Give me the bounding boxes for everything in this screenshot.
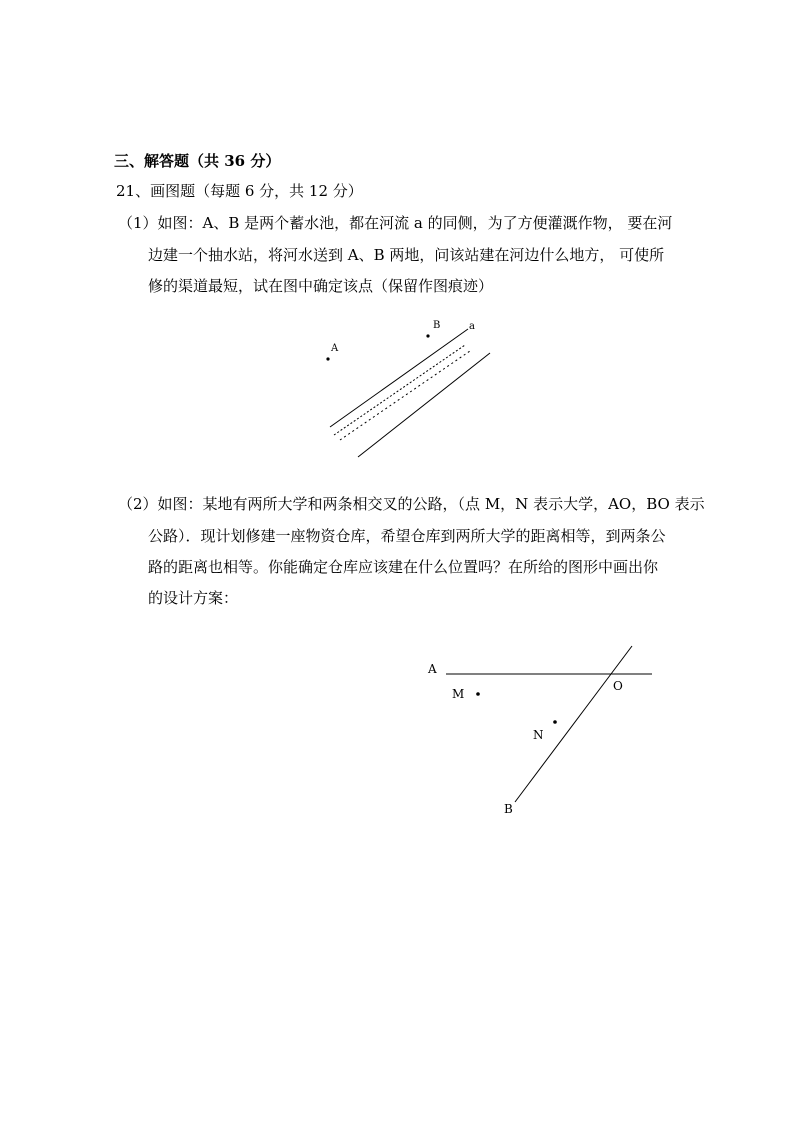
- river-figure: [320, 315, 500, 460]
- label-a: A: [428, 662, 437, 676]
- part2-line-4: 的设计方案：: [148, 589, 239, 607]
- part1-line-1: （1）如图：A、B 是两个蓄水池，都在河流 a 的同侧，为了方便灌溉作物， 要在河: [118, 214, 673, 232]
- road-bo: [515, 646, 632, 802]
- label-m: M: [452, 687, 465, 701]
- part2-line-3: 路的距离也相等。你能确定仓库应该建在什么位置吗？在所给的图形中画出你: [148, 558, 659, 576]
- label-o: O: [613, 679, 623, 693]
- point-n-dot: [553, 720, 557, 724]
- part2-line-2: 公路）．现计划修建一座物资仓库，希望仓库到两所大学的距离相等，到两条公: [148, 527, 666, 545]
- point-b-dot: [426, 334, 429, 337]
- point-a-label: A: [331, 343, 339, 354]
- part1-line-2: 边建一个抽水站，将河水送到 A、B 两地，问该站建在河边什么地方， 可使所: [148, 246, 665, 264]
- label-b: B: [504, 802, 513, 816]
- section-heading: 三、解答题（共 36 分）: [114, 152, 281, 170]
- label-n: N: [533, 728, 544, 742]
- roads-figure: [420, 640, 660, 820]
- question-title: 21、画图题（每题 6 分，共 12 分）: [116, 182, 363, 200]
- point-b-label: B: [433, 320, 441, 331]
- part2-line-1: （2）如图：某地有两所大学和两条相交叉的公路，（点 M，N 表示大学，AO，BO 表示: [118, 495, 705, 513]
- point-m-dot: [476, 692, 480, 696]
- river-dash-2: [340, 351, 470, 440]
- river-bank-upper: [330, 329, 468, 427]
- part1-line-3: 修的渠道最短，试在图中确定该点（保留作图痕迹）: [148, 277, 494, 295]
- river-dash-1: [334, 345, 465, 435]
- point-a-dot: [326, 357, 329, 360]
- river-label: a: [469, 321, 475, 332]
